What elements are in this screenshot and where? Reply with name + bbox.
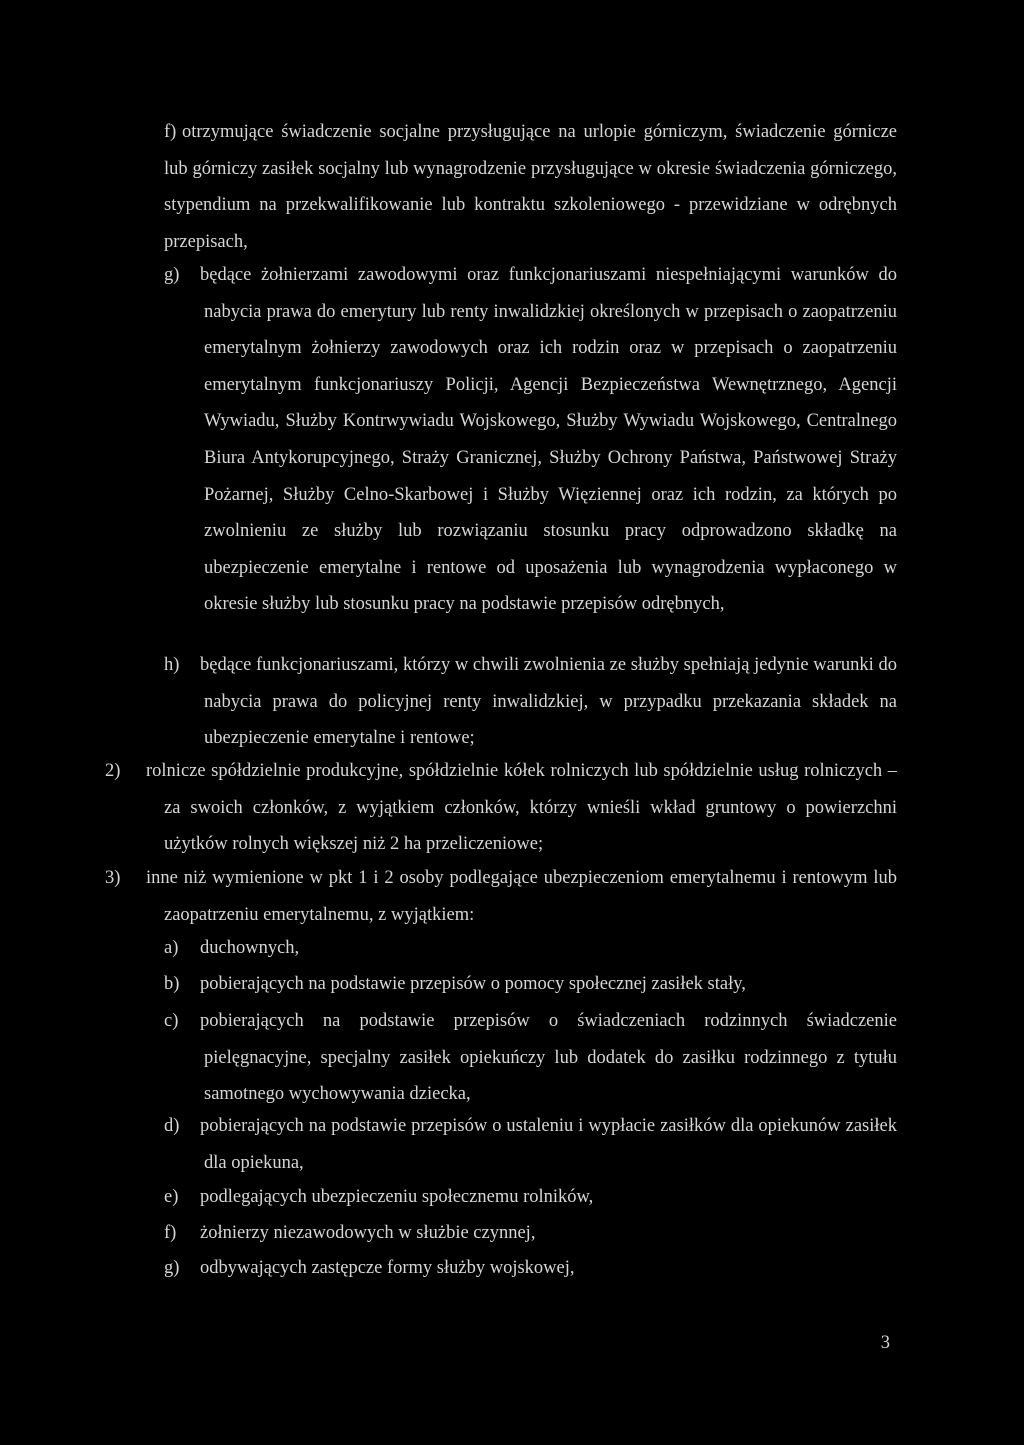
list-item-g2 [164,1250,897,1287]
list-item-text: inne niż wymienione w pkt 1 i 2 osoby podlegające ubezpieczeniom emerytalnemu i rentowym lub zaopatrzeniu emerytalnemu, z wyjątkiem: [146,868,897,925]
list-item-text: będące funkcjonariuszami, którzy w chwili zwolnienia ze służby spełniają jedynie warunki do nabycia prawa do policyjnej renty inwalidzkiej, w przypadku przekazania składek na ubezpieczenie emerytalne i rentowe; [200,655,897,749]
list-item-label: d) [164,1116,180,1136]
list-item-g [164,257,897,623]
list-item-label: 3) [105,868,121,888]
list-item-text: podlegających ubezpieczeniu społecznemu rolników, [200,1187,594,1207]
list-item-e [164,1179,897,1216]
list-item-d [164,1108,897,1181]
list-item-text: pobierających na podstawie przepisów o ustaleniu i wypłacie zasiłków dla opiekunów zasiłek dla opiekuna, [200,1116,897,1173]
list-item-text: rolnicze spółdzielnie produkcyjne, spółdzielnie kółek rolniczych lub spółdzielnie usług rolniczych – za swoich członków, z wyjątkiem członków, którzy wnieśli wkład gruntowy o powierzchni użytków rolnych większej niż 2 ha przeliczeniowe; [146,761,897,855]
list-item-label: c) [164,1011,179,1031]
list-item-a [164,930,897,967]
list-item-f2 [164,1215,897,1252]
list-item-text: pobierających na podstawie przepisów o pomocy społecznej zasiłek stały, [200,974,746,994]
list-item-label: b) [164,974,180,994]
list-item-label: 2) [105,761,121,781]
list-item-label: f) [164,122,177,142]
list-item-h [164,647,897,757]
list-item-text: będące żołnierzami zawodowymi oraz funkcjonariuszami niespełniającymi warunków do nabycia prawa do emerytury lub renty inwalidzkiej określonych w przepisach o zaopatrzeniu emerytalnym żołnierzy zawodowych oraz ich rodzin oraz w przepisach o zaopatrzeniu emerytalnym funkcjonariuszy Policji, Agencji Bezpieczeństwa Wewnętrznego, Agencji Wywiadu, Służby Kontrwywiadu Wojskowego, Służby Wywiadu Wojskowego, Centralnego Biura Antykorupcyjnego, Straży Granicznej, Służby Ochrony Państwa, Państwowej Straży Pożarnej, Służby Celno-Skarbowej i Służby Więziennej oraz ich rodzin, za których po zwolnieniu ze służby lub rozwiązaniu stosunku pracy odprowadzono składkę na ubezpieczenie emerytalne i rentowe od uposażenia lub wynagrodzenia wypłaconego w okresie służby lub stosunku pracy na podstawie przepisów odrębnych, [200,265,897,615]
page-number: 3 [880,1333,890,1353]
list-item-text: duchownych, [200,938,300,958]
list-item-text: pobierających na podstawie przepisów o świadczeniach rodzinnych świadczenie pielęgnacyjne, specjalny zasiłek opiekuńczy lub dodatek do zasiłku rodzinnego z tytułu samotnego wychowywania dziecka, [200,1011,897,1105]
list-item-label: g) [164,265,180,285]
list-item-label: e) [164,1187,179,1207]
list-item-c [164,1003,897,1113]
list-item-3 [105,860,897,933]
list-item-label: g) [164,1258,180,1278]
list-item-text: żołnierzy niezawodowych w służbie czynnej, [200,1223,536,1243]
list-item-2 [105,753,897,863]
list-item-label: a) [164,938,179,958]
list-item-text: otrzymujące świadczenie socjalne przysługujące na urlopie górniczym, świadczenie górnicze lub górniczy zasiłek socjalny lub wynagrodzenie przysługujące w okresie świadczenia górniczego, stypendium na przekwalifikowanie lub kontraktu szkoleniowego - przewidziane w odrębnych przepisach, [164,122,897,252]
list-item-b [164,966,897,1003]
list-item-f [164,114,897,260]
list-item-text: odbywających zastępcze formy służby wojskowej, [200,1258,575,1278]
list-item-label: f) [164,1223,177,1243]
list-item-label: h) [164,655,180,675]
